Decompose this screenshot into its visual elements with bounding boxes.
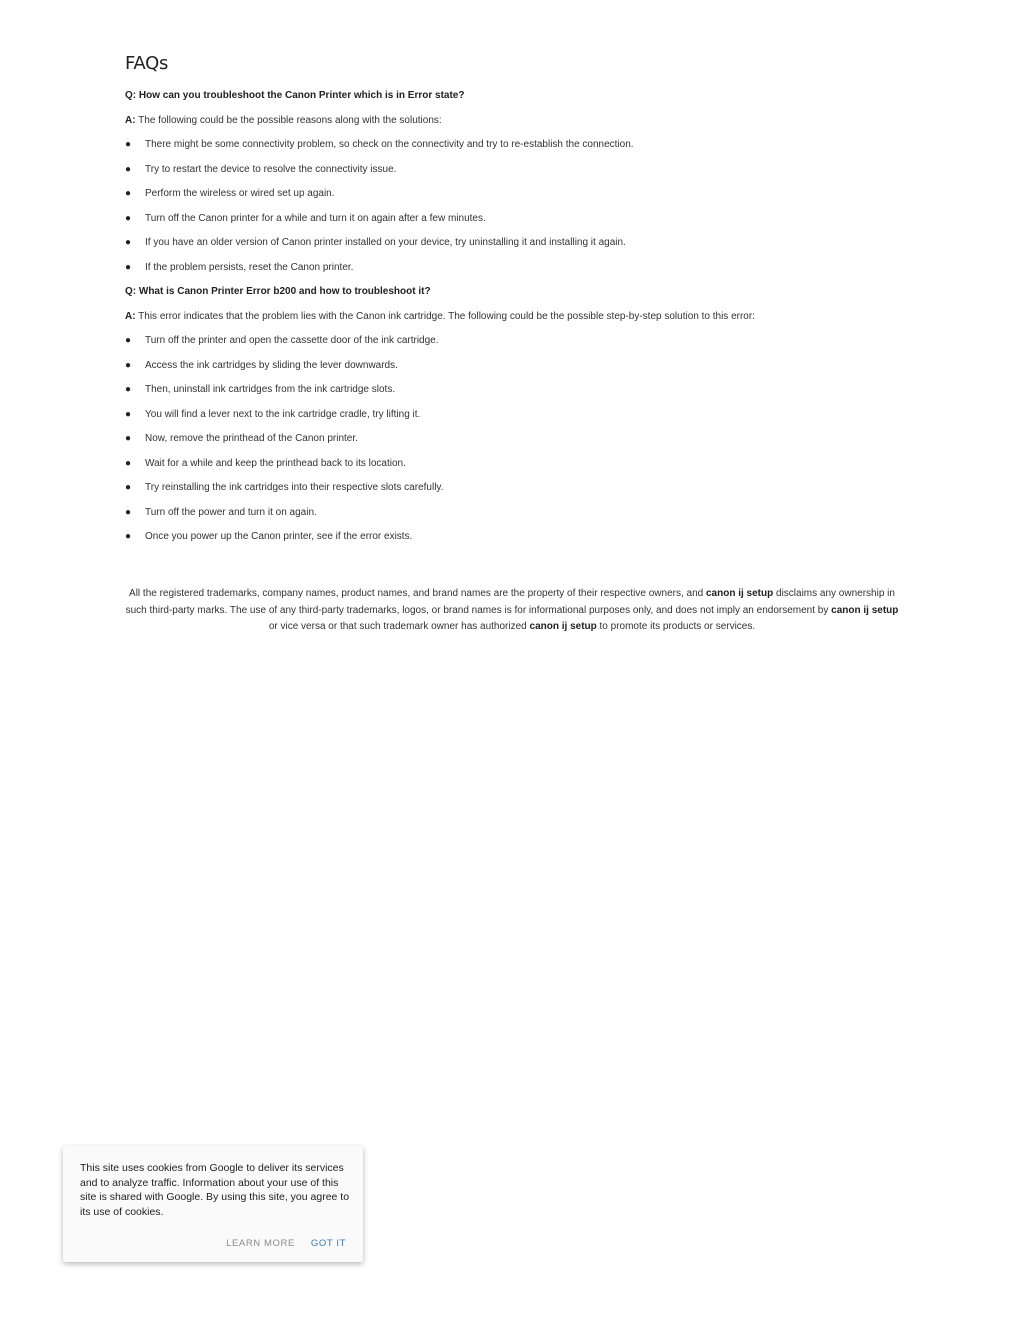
bullet-icon: ● (125, 482, 132, 493)
faq-answer-2 (125, 310, 900, 335)
brand-name: canon ij setup (706, 588, 774, 599)
brand-name: canon ij setup (529, 621, 597, 632)
cookie-consent-banner (63, 1146, 363, 1262)
list-item (125, 383, 900, 408)
bullet-icon: ● (125, 163, 132, 175)
faq-answer-1 (125, 114, 900, 139)
disclaimer-text: disclaims any ownership in such third-party marks. The use of any third-party trademarks, logos, or brand names is for informational purposes only, and does not imply an endorsement by (125, 588, 895, 616)
bullet-icon: ● (125, 457, 132, 469)
faq-question-1: Q: How can you troubleshoot the Canon Printer which is in Error state? (125, 90, 465, 101)
disclaimer-text: All the registered trademarks, company names, product names, and brand names are the property of their respective owners, and (129, 588, 706, 599)
trademark-disclaimer (125, 586, 899, 636)
list-item-text: If the problem persists, reset the Canon printer. (145, 261, 354, 273)
list-item-text: Try reinstalling the ink cartridges into their respective slots carefully. (145, 482, 444, 493)
list-item-text: Now, remove the printhead of the Canon printer. (145, 433, 358, 444)
list-item-text: If you have an older version of Canon printer installed on your device, try uninstalling it and installing it again. (145, 237, 626, 248)
list-item (125, 408, 900, 433)
answer-label: A: (125, 310, 136, 322)
bullet-icon: ● (125, 261, 132, 273)
list-item (125, 163, 900, 188)
list-item-text: Turn off the printer and open the cassette door of the ink cartridge. (145, 335, 439, 346)
bullet-icon: ● (125, 531, 132, 542)
list-item (125, 457, 900, 482)
got-it-button[interactable]: GOT IT (306, 1234, 351, 1253)
list-item-text: Then, uninstall ink cartridges from the ink cartridge slots. (145, 384, 396, 395)
bullet-icon: ● (125, 506, 132, 518)
list-item (125, 261, 900, 286)
disclaimer-text: or vice versa or that such trademark owner has authorized (268, 621, 530, 632)
list-item-text: There might be some connectivity problem, so check on the connectivity and try to re-establish the connection. (145, 139, 634, 150)
bullet-icon: ● (125, 359, 132, 371)
bullet-icon: ● (125, 188, 132, 199)
list-item-text: Access the ink cartridges by sliding the lever downwards. (145, 359, 398, 371)
list-item (125, 236, 900, 261)
list-item-text: Turn off the power and turn it on again. (145, 506, 317, 518)
cookie-actions (215, 1234, 351, 1253)
list-item (125, 481, 900, 506)
faq-heading: FAQs (125, 53, 169, 74)
bullet-icon: ● (125, 212, 132, 224)
brand-name: canon ij setup (831, 604, 899, 616)
list-item (125, 359, 900, 384)
list-item-text: Perform the wireless or wired set up again. (145, 188, 335, 199)
bullet-icon: ● (125, 139, 132, 150)
list-item (125, 530, 900, 555)
list-item (125, 506, 900, 531)
bullet-icon: ● (125, 408, 132, 420)
disclaimer-text: to promote its products or services. (596, 621, 756, 632)
answer-label: A: (125, 114, 136, 126)
list-item-text: Try to restart the device to resolve the connectivity issue. (145, 163, 397, 175)
list-item-text: Once you power up the Canon printer, see if the error exists. (145, 531, 413, 542)
list-item (125, 212, 900, 237)
list-item-text: Turn off the Canon printer for a while and turn it on again after a few minutes. (145, 212, 486, 224)
bullet-icon: ● (125, 237, 132, 248)
list-item-text: You will find a lever next to the ink cartridge cradle, try lifting it. (145, 408, 421, 420)
bullet-icon: ● (125, 433, 132, 444)
list-item (125, 334, 900, 359)
faq-question-2: Q: What is Canon Printer Error b200 and how to troubleshoot it? (125, 286, 431, 297)
list-item (125, 187, 900, 212)
answer-text: The following could be the possible reasons along with the solutions: (135, 114, 442, 126)
bullet-icon: ● (125, 335, 132, 346)
cookie-message: This site uses cookies from Google to deliver its services and to analyze traffic. Information about your use of this site is shared with Google. By using this site, you agree to its use of cookies. (80, 1162, 350, 1218)
learn-more-button[interactable]: LEARN MORE (221, 1234, 300, 1253)
list-item (125, 432, 900, 457)
faq-answer-1-list (125, 138, 900, 285)
faq-section (125, 52, 900, 555)
list-item-text: Wait for a while and keep the printhead back to its location. (145, 457, 406, 469)
bullet-icon: ● (125, 384, 132, 395)
list-item (125, 138, 900, 163)
answer-text: This error indicates that the problem lies with the Canon ink cartridge. The following could be the possible step-by-step solution to this error: (135, 310, 755, 322)
faq-answer-2-list (125, 334, 900, 555)
